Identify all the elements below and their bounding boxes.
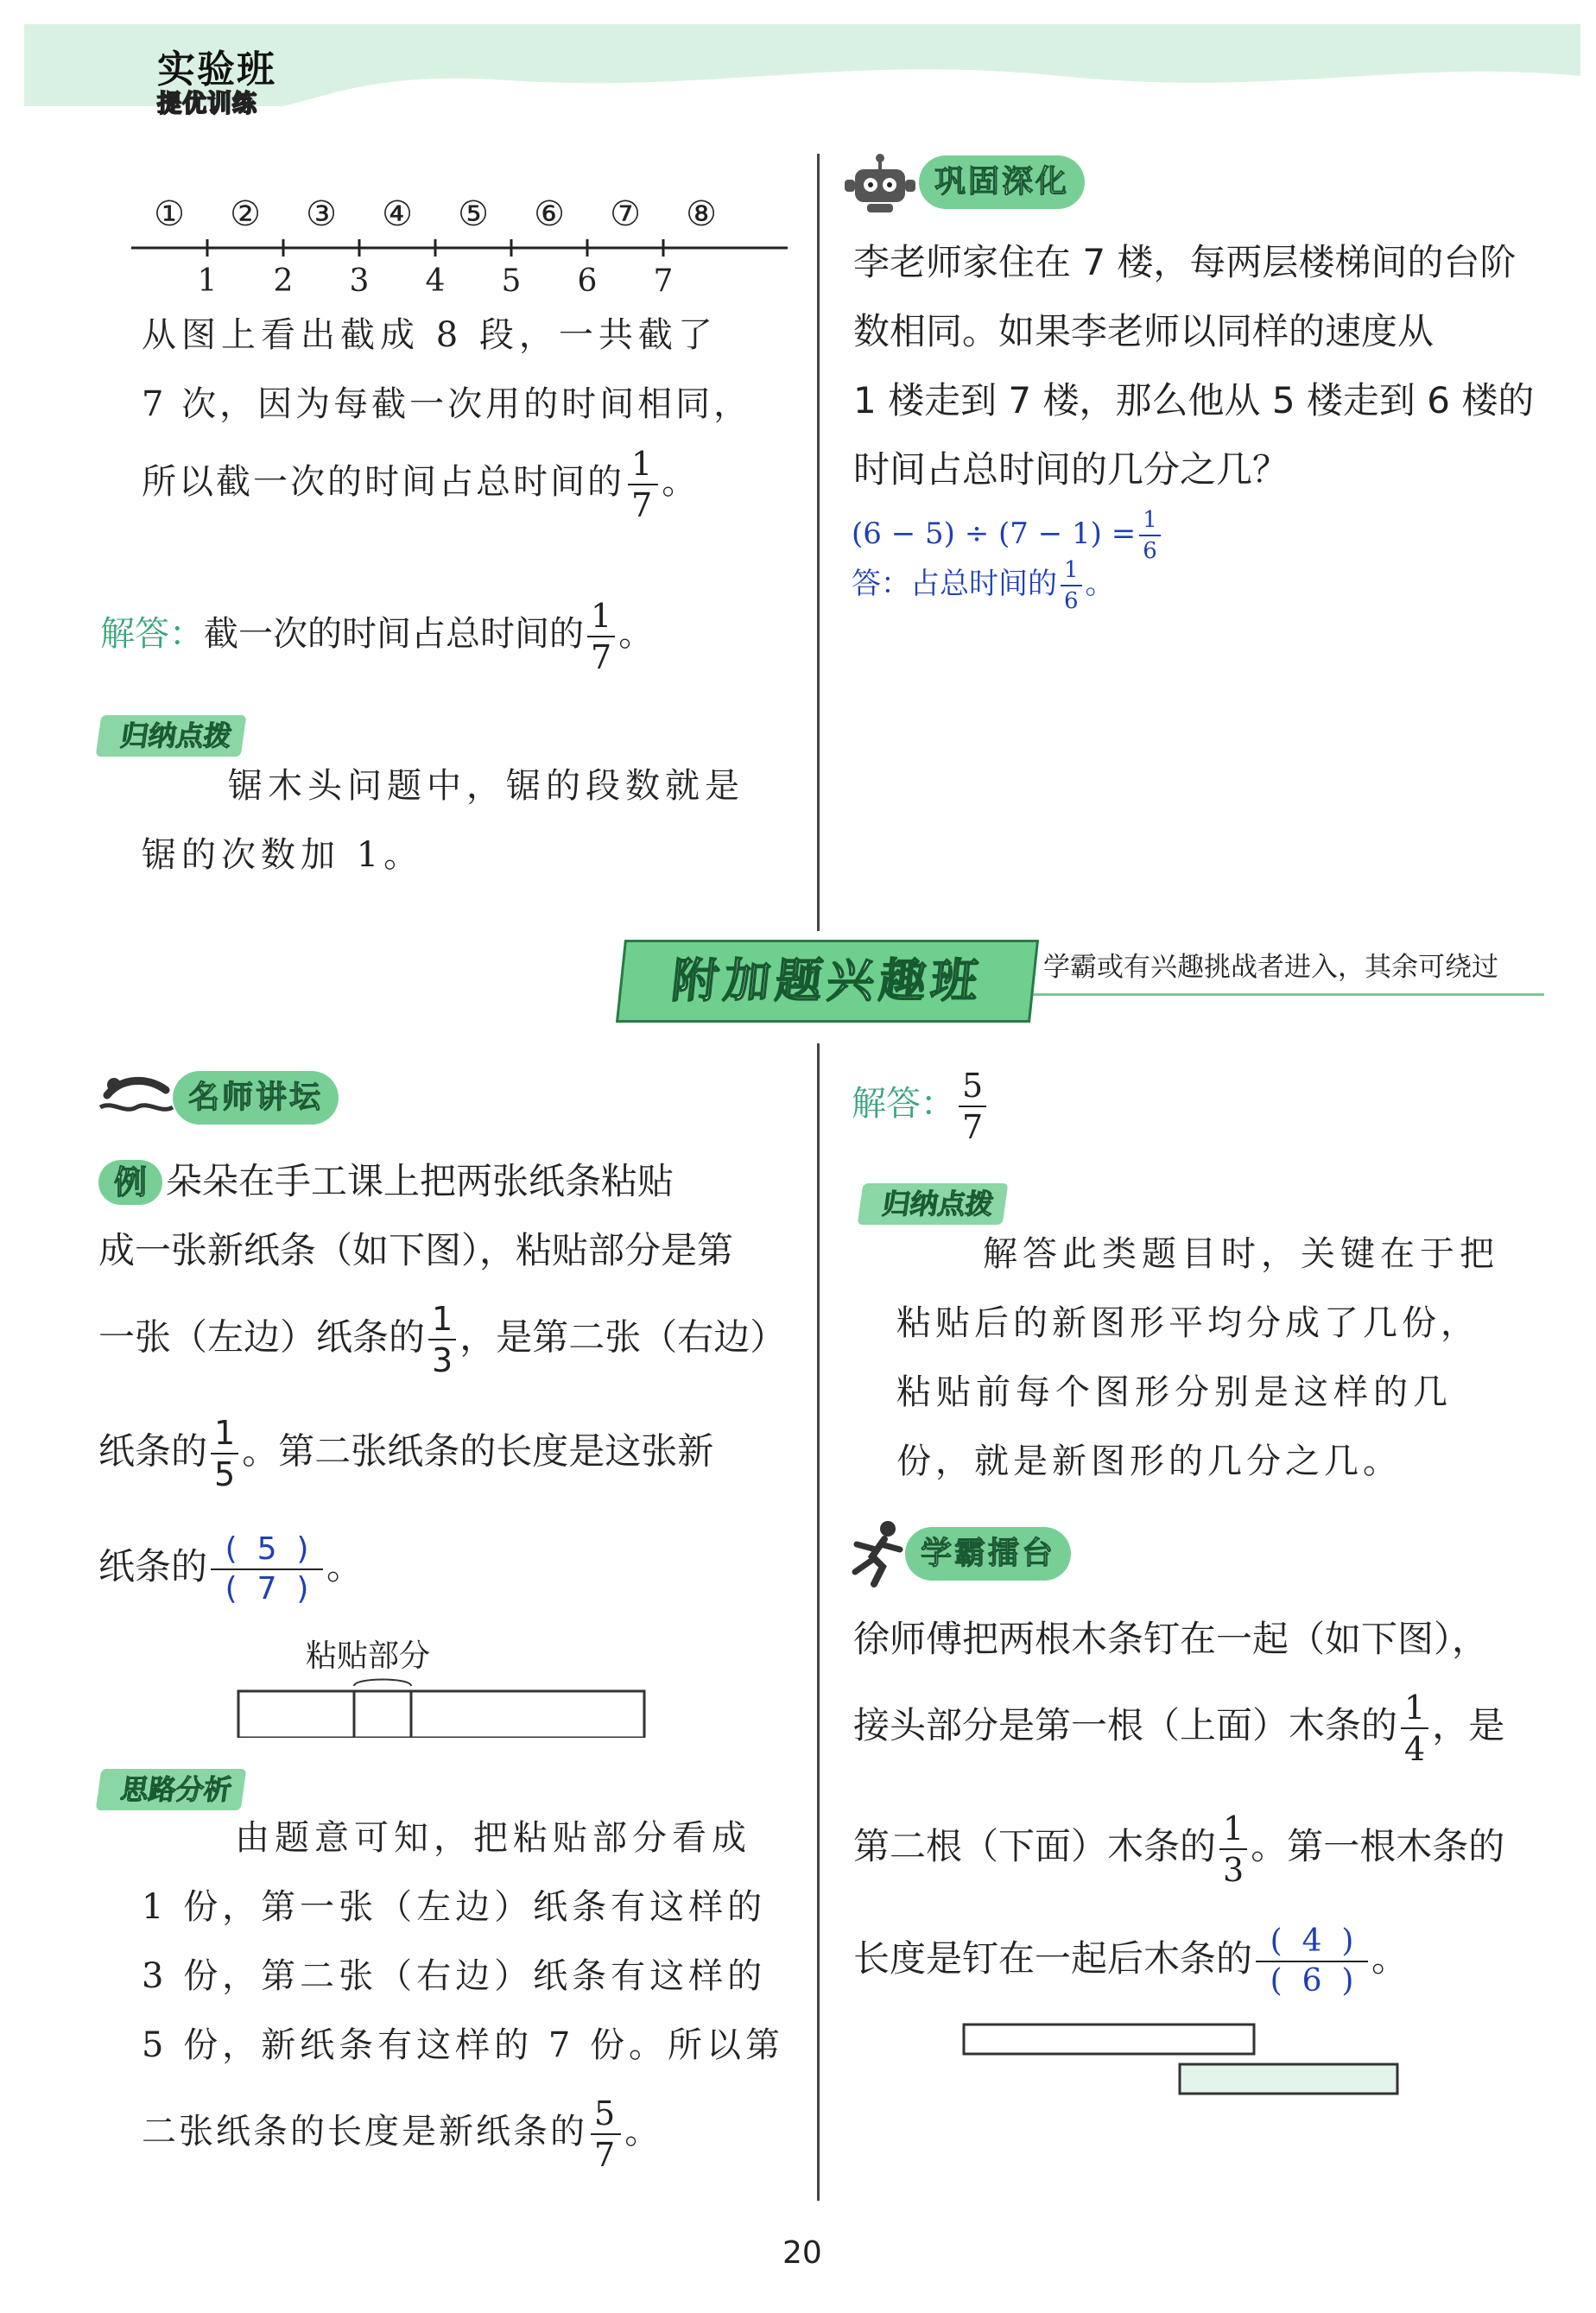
tick-label: 7 [653, 263, 674, 296]
tick-label: 6 [577, 263, 598, 296]
problem-line-3: 1 楼走到 7 楼，那么他从 5 楼走到 6 楼的 [853, 379, 1535, 421]
segment-label: ⑦ [610, 194, 641, 234]
analysis-line-2: 7 次，因为每截一次用的时间相同， [142, 384, 752, 424]
fraction: $\frac{1}{3}$ [1219, 1812, 1247, 1886]
fraction: $\frac{5}{7}$ [959, 1069, 986, 1144]
fraction: $\frac{1}{7}$ [628, 447, 658, 522]
example-line-5: 纸条的 $\frac{( 5 )}{( 7 )}$ 。 [98, 1530, 364, 1606]
fraction: $\frac{5}{7}$ [591, 2097, 621, 2171]
answer-line: 解答：截一次的时间占总时间的 $\frac{1}{7}$ 。 [100, 597, 654, 676]
column-divider-bottom [817, 1043, 820, 2201]
tip-right-line-4: 份，就是新图形的几分之几。 [896, 1442, 1402, 1481]
column-divider-top [817, 154, 820, 931]
tip-tag: 归纳点拨 [96, 715, 247, 757]
workbook-page [24, 24, 1580, 2287]
challenge-line-1: 徐师傅把两根木条钉在一起（如下图）， [853, 1618, 1489, 1660]
tick-label: 1 [197, 263, 218, 296]
example-badge: 例 [98, 1160, 162, 1205]
segment-label: ② [230, 194, 261, 234]
fraction: $\frac{1}{4}$ [1401, 1691, 1428, 1765]
answer-fraction: $\frac{( 4 )}{( 6 )}$ [1256, 1926, 1368, 1997]
answer-line-right [852, 1069, 990, 1144]
challenge-line-4: 长度是钉在一起后木条的 $\frac{( 4 )}{( 6 )}$ 。 [853, 1923, 1409, 1999]
answer-label: 解答： [100, 614, 204, 654]
page-number: 20 [782, 2235, 822, 2271]
segment-label: ⑤ [458, 194, 489, 234]
fraction: $\frac{1}{6}$ [1139, 509, 1161, 562]
segment-label: ① [154, 194, 185, 234]
wood-strips-diagram [962, 2021, 1411, 2107]
segment-label: ③ [306, 194, 337, 234]
answer-label: 解答： [852, 1084, 955, 1124]
example-line-2: 成一张新纸条（如下图），粘贴部分是第 [98, 1229, 734, 1271]
problem-line-4: 时间占总时间的几分之几？ [853, 448, 1289, 491]
series-subtitle: 提优训练 [157, 89, 258, 117]
paper-strips-diagram [237, 1669, 651, 1738]
reasoning-line-1: 由题意可知，把粘贴部分看成 [235, 1818, 751, 1858]
teacher-swim-icon [95, 1069, 178, 1121]
example-line-3: 一张（左边）纸条的 $\frac{1}{3}$ ，是第二张（右边） [98, 1300, 787, 1379]
analysis-line-3: 所以截一次的时间占总时间的 $\frac{1}{7}$ 。 [142, 445, 700, 524]
tick-label: 3 [349, 263, 370, 296]
segment-label: ⑧ [686, 194, 717, 234]
runner-icon [845, 1518, 914, 1587]
fraction: $\frac{1}{3}$ [428, 1302, 456, 1377]
tick-label: 5 [501, 263, 522, 296]
banner-rule [1026, 993, 1544, 996]
reasoning-line-2: 1 份，第一张（左边）纸条有这样的 [142, 1887, 767, 1927]
number-line-diagram [131, 184, 796, 296]
answer-fraction: $\frac{( 5 )}{( 7 )}$ [211, 1534, 323, 1605]
series-title: 实验班 [157, 48, 276, 92]
tip-line-2: 锯的次数加 1。 [142, 835, 424, 875]
diagram-label: 粘贴部分 [306, 1638, 431, 1674]
work-answer: 答：占总时间的 $\frac{1}{6}$ 。 [852, 557, 1115, 614]
reasoning-line-3: 3 份，第二张（右边）纸条有这样的 [142, 1956, 767, 1996]
analysis-tag: 思路分析 [96, 1769, 247, 1810]
reasoning-line-5: 二张纸条的长度是新纸条的 $\frac{5}{7}$ 。 [142, 2094, 662, 2174]
reasoning-line-4: 5 份，新纸条有这样的 7 份。所以第 [142, 2025, 785, 2065]
section-title-teacher: 名师讲坛 [173, 1071, 339, 1125]
banner-note: 学霸或有兴趣挑战者进入，其余可绕过 [1043, 952, 1498, 983]
tip-right-line-1: 解答此类题目时，关键在于把 [983, 1234, 1499, 1274]
tick-label: 4 [425, 263, 446, 296]
fraction: $\frac{1}{7}$ [587, 599, 615, 674]
bonus-banner: 附加题兴趣班 [616, 940, 1039, 1023]
work-expression: (6 − 5) ÷ (7 − 1) = $\frac{1}{6}$ [852, 508, 1164, 562]
fraction: $\frac{1}{6}$ [1061, 559, 1082, 612]
section-title-consolidate: 巩固深化 [919, 155, 1085, 209]
challenge-line-2: 接头部分是第一根（上面）木条的 $\frac{1}{4}$ ，是 [853, 1689, 1505, 1768]
tick-label: 2 [273, 263, 294, 296]
tip-tag-right: 归纳点拨 [858, 1183, 1009, 1225]
fraction: $\frac{1}{5}$ [211, 1416, 238, 1491]
robot-icon [843, 154, 917, 216]
problem-line-1: 李老师家住在 7 楼，每两层楼梯间的台阶 [853, 241, 1517, 283]
example-line-1: 例 朵朵在手工课上把两张纸条粘贴 [98, 1147, 674, 1216]
example-line-4: 纸条的 $\frac{1}{5}$ 。第二张纸条的长度是这张新 [98, 1414, 714, 1493]
tip-line-1: 锯木头问题中，锯的段数就是 [228, 766, 744, 806]
tip-right-line-3: 粘贴前每个图形分别是这样的几 [896, 1372, 1453, 1412]
problem-line-2: 数相同。如果李老师以同样的速度从 [853, 310, 1434, 352]
challenge-line-3: 第二根（下面）木条的 $\frac{1}{3}$ 。第一根木条的 [853, 1809, 1505, 1889]
section-title-challenge: 学霸擂台 [905, 1527, 1071, 1581]
tip-right-line-2: 粘贴后的新图形平均分成了几份， [896, 1303, 1479, 1343]
segment-label: ④ [382, 194, 413, 234]
analysis-line-1: 从图上看出截成 8 段，一共截了 [142, 315, 718, 355]
segment-label: ⑥ [534, 194, 565, 234]
